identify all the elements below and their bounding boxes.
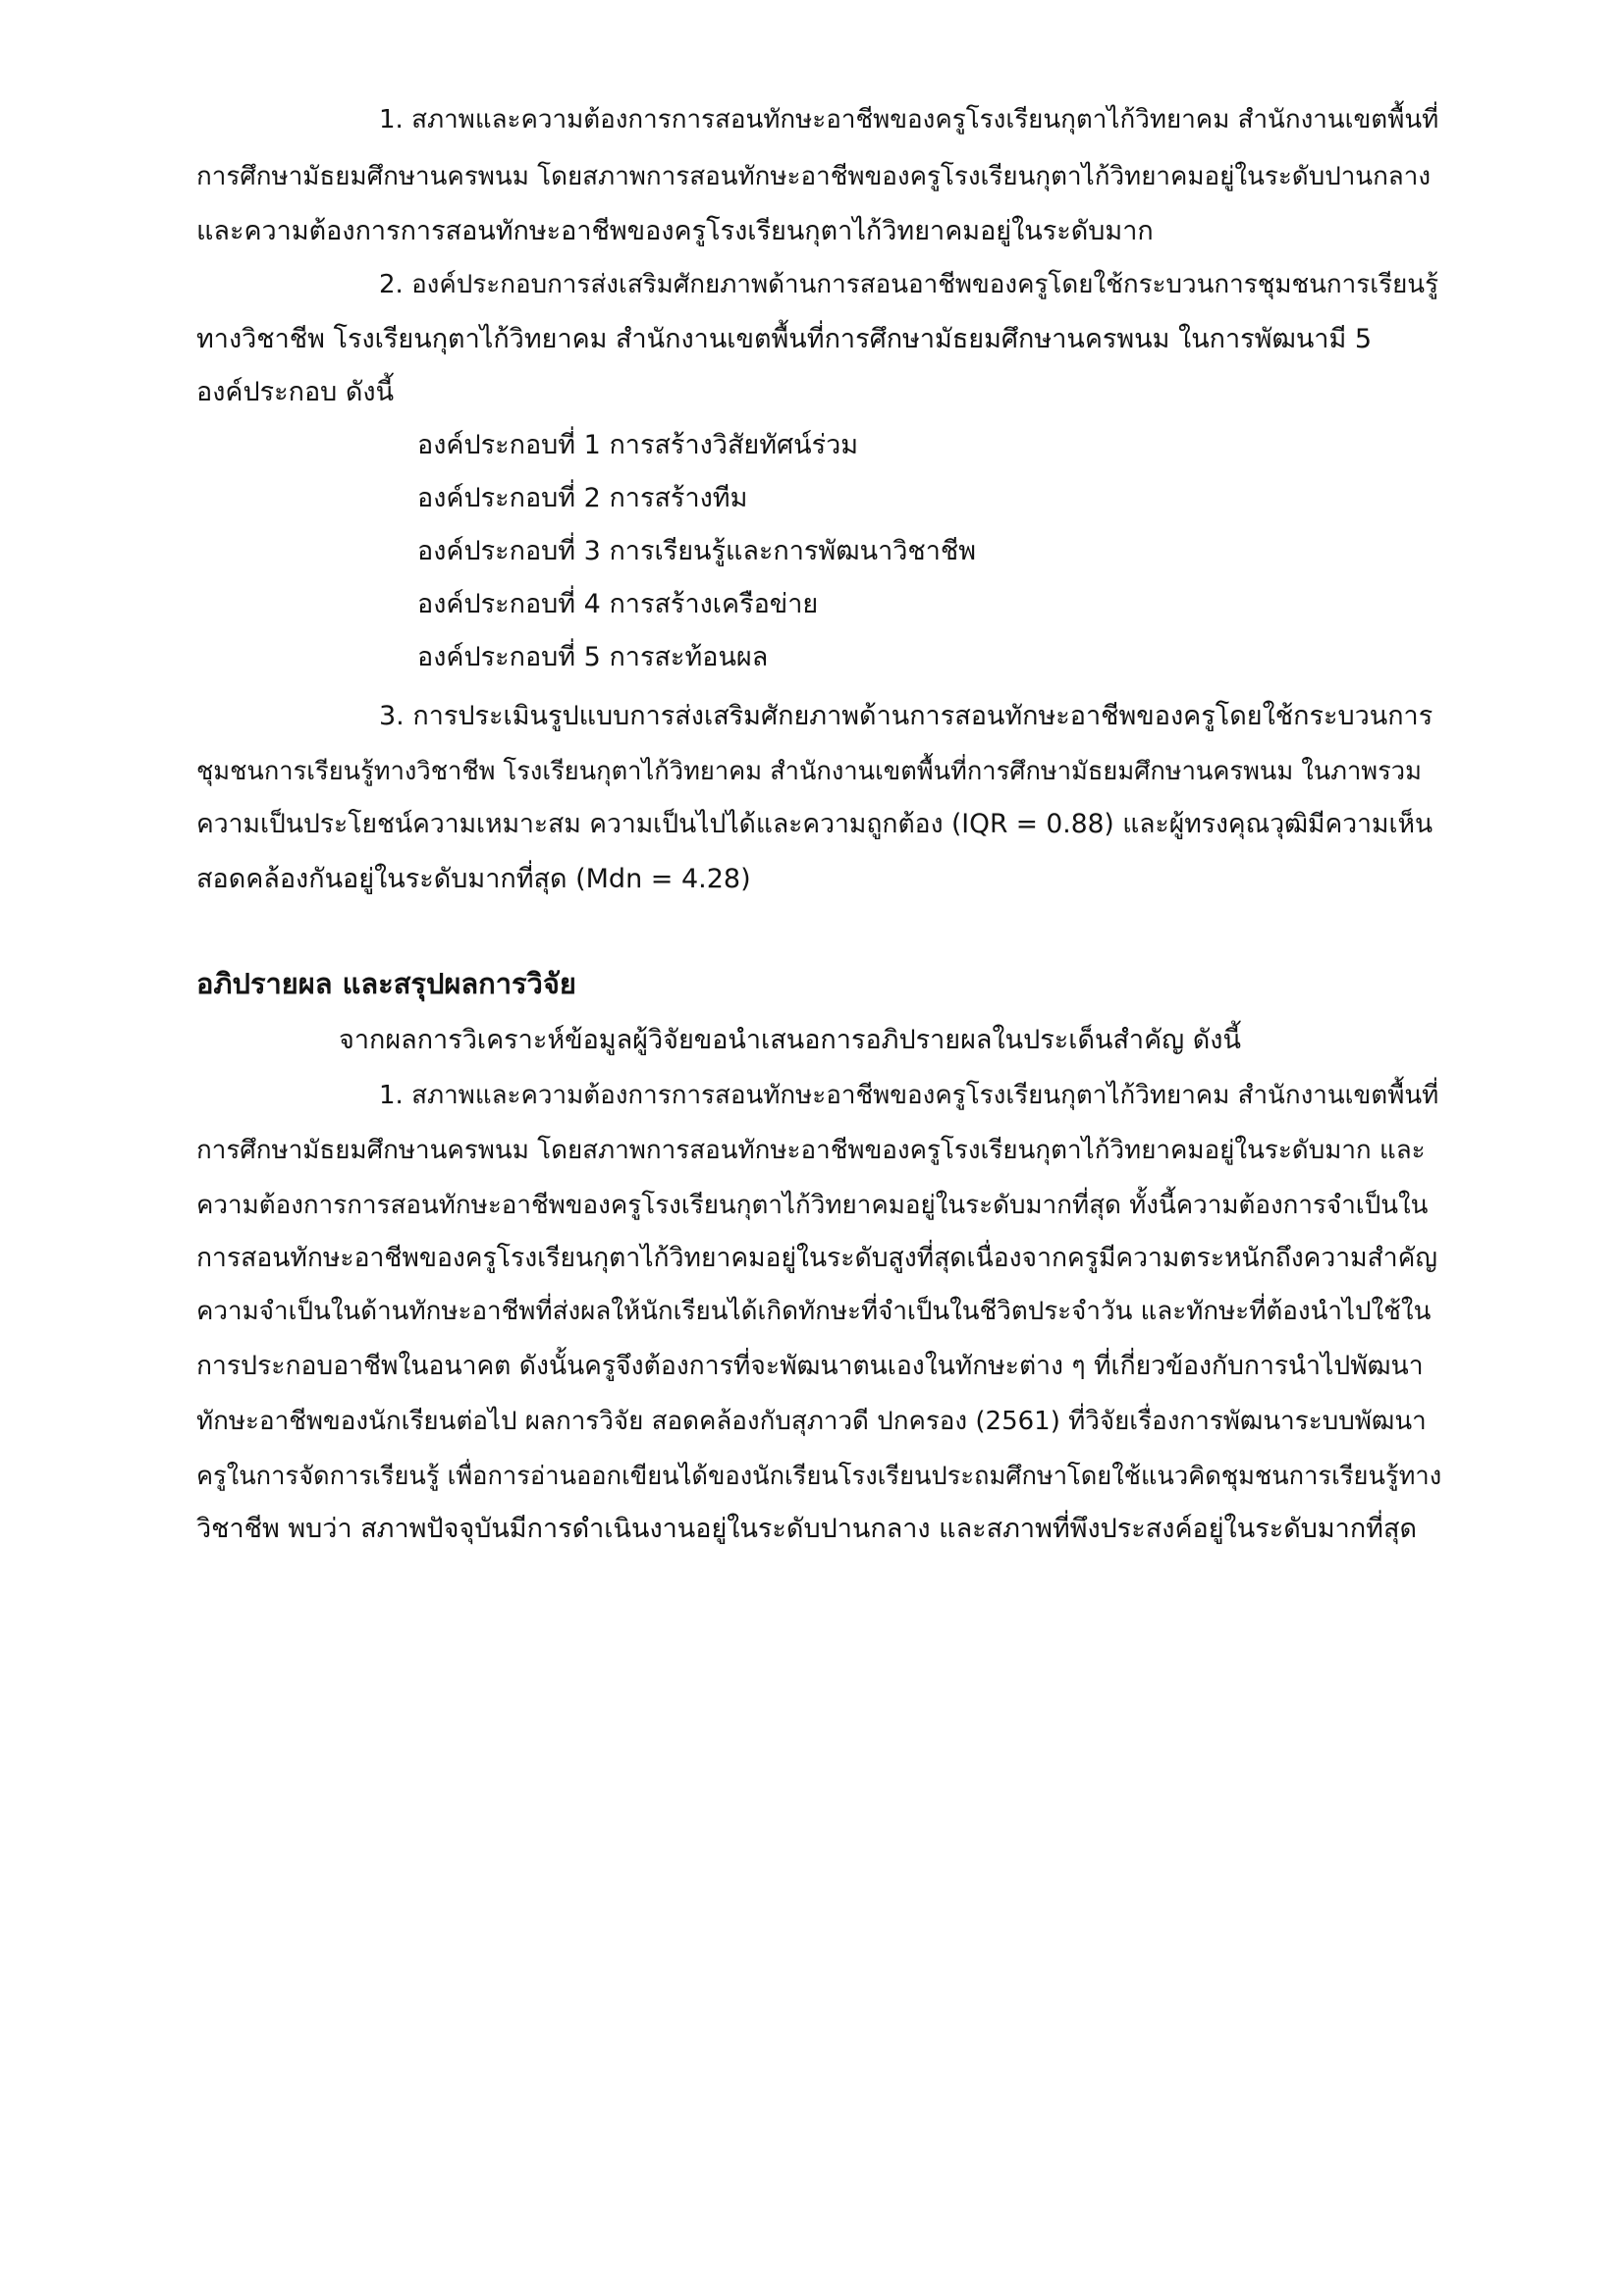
text-line: ความจำเป็นในด้านทักษะอาชีพที่ส่งผลให้นักเรียนได้เกิดทักษะที่จำเป็นในชีวิตประจำวัน และทักษะที่ต้องนำไปใช้ใน [196,1297,1432,1326]
text-line: และความต้องการการสอนทักษะอาชีพของครูโรงเรียนกุตาไก้วิทยาคมอยู่ในระดับมาก [196,216,1154,246]
text-line: ความต้องการการสอนทักษะอาชีพของครูโรงเรียนกุตาไก้วิทยาคมอยู่ในระดับมากที่สุด ทั้งนี้ความต้องการจำเป็นใน [196,1191,1429,1220]
text-line: การสอนทักษะอาชีพของครูโรงเรียนกุตาไก้วิทยาคมอยู่ในระดับสูงที่สุดเนื่องจากครูมีความตระหนักถึงความสำคัญ [196,1243,1437,1273]
component-item-4: องค์ประกอบที่ 4 การสร้างเครือข่าย [417,589,819,619]
section-heading: อภิปรายผล และสรุปผลการวิจัย [196,967,576,1000]
text-line: การประกอบอาชีพในอนาคต ดังนั้นครูจึงต้องการที่จะพัฒนาตนเองในทักษะต่าง ๆ ที่เกี่ยวข้องกับการนำไปพัฒนา [196,1351,1424,1381]
component-item-2: องค์ประกอบที่ 2 การสร้างทีม [417,483,748,513]
text-line: ความเป็นประโยชน์ความเหมาะสม ความเป็นไปได้และความถูกต้อง (IQR = 0.88) และผู้ทรงคุณวุฒิมีความเห็น [196,809,1433,839]
text-line: การศึกษามัธยมศึกษานครพนม โดยสภาพการสอนทักษะอาชีพของครูโรงเรียนกุตาไก้วิทยาคมอยู่ในระดับมาก และ [196,1136,1426,1165]
component-item-1: องค์ประกอบที่ 1 การสร้างวิสัยทัศน์ร่วม [417,430,859,460]
text-line: 1. สภาพและความต้องการการสอนทักษะอาชีพของครูโรงเรียนกุตาไก้วิทยาคม สำนักงานเขตพื้นที่ [379,105,1439,134]
text-line: การศึกษามัธยมศึกษานครพนม โดยสภาพการสอนทักษะอาชีพของครูโรงเรียนกุตาไก้วิทยาคมอยู่ในระดับปานกลาง [196,162,1432,191]
discussion-intro: จากผลการวิเคราะห์ข้อมูลผู้วิจัยขอนำเสนอการอภิปรายผลในประเด็นสำคัญ ดังนี้ [339,1025,1241,1055]
text-line: ชุมชนการเรียนรู้ทางวิชาชีพ โรงเรียนกุตาไก้วิทยาคม สำนักงานเขตพื้นที่การศึกษามัธยมศึกษานครพนม ในภาพรวม [196,757,1422,786]
text-line: ทางวิชาชีพ โรงเรียนกุตาไก้วิทยาคม สำนักงานเขตพื้นที่การศึกษามัธยมศึกษานครพนม ในการพัฒนามี 5 [196,324,1373,354]
text-line: ทักษะอาชีพของนักเรียนต่อไป ผลการวิจัย สอดคล้องกับสุภาวดี ปกครอง (2561) ที่วิจัยเรื่องการพัฒนาระบบพัฒนา [196,1407,1427,1436]
component-item-5: องค์ประกอบที่ 5 การสะท้อนผล [417,642,769,672]
text-line: ครูในการจัดการเรียนรู้ เพื่อการอ่านออกเขียนได้ของนักเรียนโรงเรียนประถมศึกษาโดยใช้แนวคิดชุมชนการเรียนรู้ทาง [196,1462,1442,1491]
text-line: วิชาชีพ พบว่า สภาพปัจจุบันมีการดำเนินงานอยู่ในระดับปานกลาง และสภาพที่พึงประสงค์อยู่ในระดับมากที่สุด [196,1514,1417,1544]
text-line: 2. องค์ประกอบการส่งเสริมศักยภาพด้านการสอนอาชีพของครูโดยใช้กระบวนการชุมชนการเรียนรู้ [379,270,1439,299]
text-line: 1. สภาพและความต้องการการสอนทักษะอาชีพของครูโรงเรียนกุตาไก้วิทยาคม สำนักงานเขตพื้นที่ [379,1081,1439,1110]
component-item-3: องค์ประกอบที่ 3 การเรียนรู้และการพัฒนาวิชาชีพ [417,536,977,566]
text-line: 3. การประเมินรูปแบบการส่งเสริมศักยภาพด้านการสอนทักษะอาชีพของครูโดยใช้กระบวนการ [379,701,1433,731]
text-line: องค์ประกอบ ดังนี้ [196,377,395,407]
text-line: สอดคล้องกันอยู่ในระดับมากที่สุด (Mdn = 4.28) [196,864,751,894]
